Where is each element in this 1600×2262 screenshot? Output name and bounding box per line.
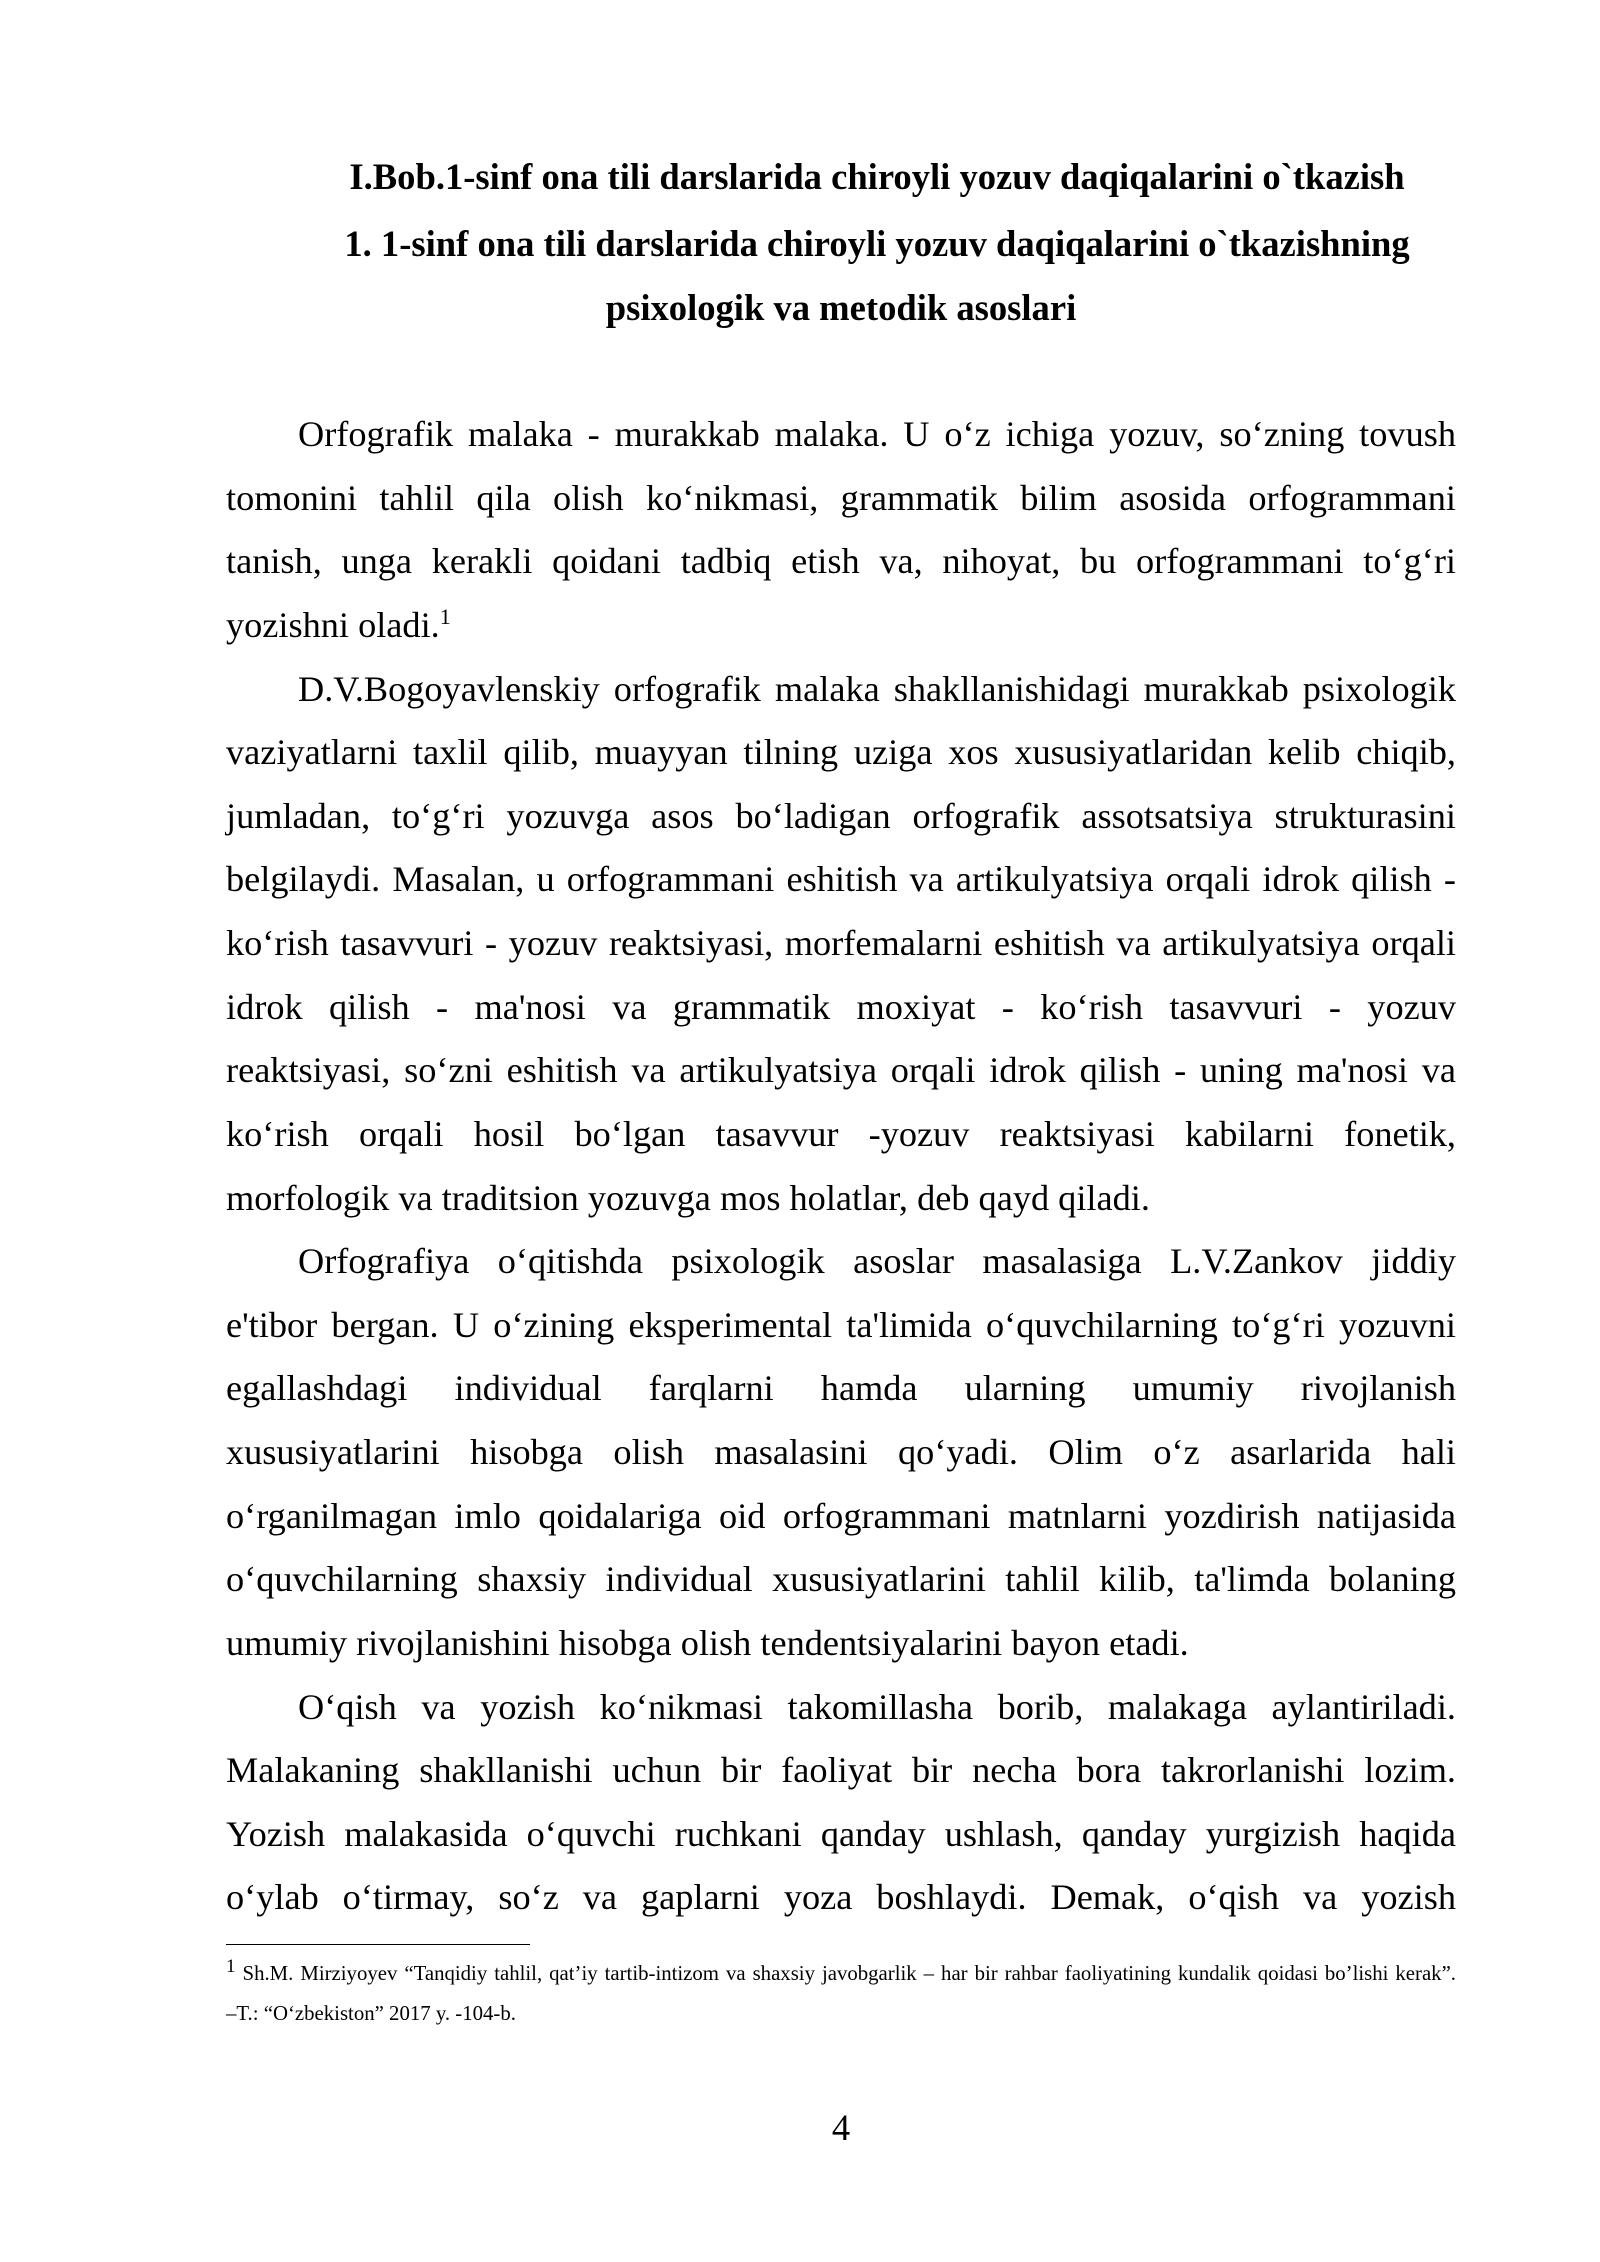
text-line: umumiy rivojlanishini hisobga olish tendentsiyalarini bayon etadi. (226, 1622, 1189, 1663)
chapter-title: I.Bob.1-sinf ona tili darslarida chiroyli yozuv daqiqalarini o`tkazish (349, 156, 1405, 197)
text-line: o‘quvchilarning shaxsiy individual xususiyatlarini tahlil kilib, ta'limda bolaning (226, 1559, 1456, 1600)
text-line: Yozish malakasida o‘quvchi ruchkani qanday ushlash, qanday yurgizish haqida (226, 1813, 1456, 1854)
text-line: egallashdagi individual farqlarni hamda ularning umumiy rivojlanish (226, 1368, 1456, 1409)
text-line: ko‘rish orqali hosil bo‘lgan tasavvur -yozuv reaktsiyasi kabilarni fonetik, (226, 1113, 1456, 1154)
section-title-line: psixologik va metodik asoslari (605, 287, 1077, 328)
text-line: O‘qish va yozish ko‘nikmasi takomillasha borib, malakaga aylantiriladi. (298, 1686, 1456, 1727)
body-paragraph (226, 1676, 1456, 1931)
text-line-content: yozishni oladi. (226, 604, 440, 645)
section-title-line: 1. 1-sinf ona tili darslarida chiroyli yozuv daqiqalarini o`tkazishning (344, 223, 1410, 264)
text-line: Malakaning shakllanishi uchun bir faoliyat bir necha bora takrorlanishi lozim. (226, 1750, 1456, 1791)
body-paragraph (226, 658, 1456, 1231)
page-number: 4 (831, 2107, 851, 2148)
footnote-line (226, 1954, 1456, 1994)
footnote-separator (226, 1944, 530, 1945)
text-line: idrok qilish - ma'nosi va grammatik moxiyat - ko‘rish tasavvuri - yozuv (226, 986, 1456, 1027)
text-line: D.V.Bogoyavlenskiy orfografik malaka shakllanishidagi murakkab psixologik (298, 668, 1456, 709)
footnote-text: Sh.M. Mirziyoyev “Tanqidiy tahlil, qat’iy tartib-intizom va shaxsiy javobgarlik – har bir rahbar faoliyatining kundalik qoidasi bo’lishi kerak”. (242, 1962, 1457, 1985)
body-text (226, 403, 1456, 1930)
text-line: jumladan, to‘g‘ri yozuvga asos bo‘ladigan orfografik assotsatsiya strukturasini (226, 795, 1456, 836)
footnote-marker: 1 (226, 1956, 236, 1977)
text-line (226, 594, 1456, 658)
text-line: belgilaydi. Masalan, u orfogrammani eshitish va artikulyatsiya orqali idrok qilish - (226, 859, 1456, 900)
text-line: Orfografiya o‘qitishda psixologik asoslar masalasiga L.V.Zankov jiddiy (298, 1241, 1456, 1282)
text-line: reaktsiyasi, so‘zni eshitish va artikulyatsiya orqali idrok qilish - uning ma'nosi va (226, 1050, 1456, 1091)
body-paragraph (226, 1230, 1456, 1675)
text-line: ko‘rish tasavvuri - yozuv reaktsiyasi, morfemalarni eshitish va artikulyatsiya orqali (226, 923, 1456, 963)
text-line: xususiyatlarini hisobga olish masalasini qo‘yadi. Olim o‘z asarlarida hali (226, 1432, 1456, 1472)
text-line: o‘ylab o‘tirmay, so‘z va gaplarni yoza boshlaydi. Demak, o‘qish va yozish (226, 1877, 1456, 1918)
text-line: e'tibor bergan. U o‘zining eksperimental ta'limida o‘quvchilarning to‘g‘ri yozuvni (226, 1304, 1456, 1345)
footnote-line: –T.: “O‘zbekiston” 2017 y. -104-b. (226, 2001, 516, 2025)
footnote-reference: 1 (439, 603, 451, 629)
text-line: tomonini tahlil qila olish ko‘nikmasi, grammatik bilim asosida orfogrammani (226, 477, 1456, 518)
text-line: Orfografik malaka - murakkab malaka. U o‘z ichiga yozuv, so‘zning tovush (298, 414, 1456, 454)
text-line: morfologik va traditsion yozuvga mos holatlar, deb qayd qiladi. (226, 1177, 1150, 1218)
body-paragraph (226, 403, 1456, 658)
text-line: o‘rganilmagan imlo qoidalariga oid orfogrammani matnlarni yozdirish natijasida (226, 1495, 1456, 1536)
text-line: tanish, unga kerakli qoidani tadbiq etish va, nihoyat, bu orfogrammani to‘g‘ri (226, 541, 1456, 582)
text-line: vaziyatlarni taxlil qilib, muayyan tilning uziga xos xususiyatlaridan kelib chiqib, (226, 732, 1456, 773)
